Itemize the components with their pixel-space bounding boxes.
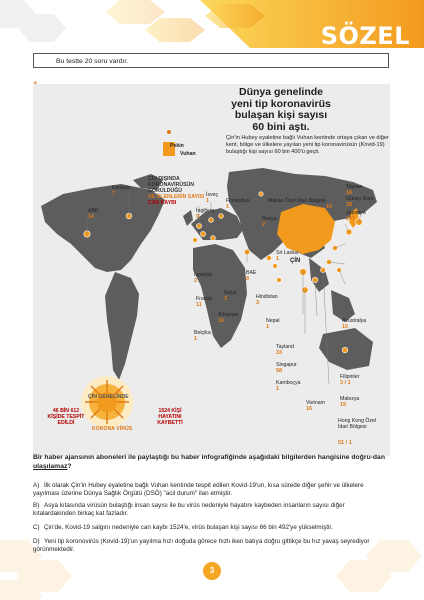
country-label-ingiltere: İngiltere [196, 208, 215, 214]
country-label-vietnam: Vietnam [306, 400, 325, 406]
country-label-italya: İtalya [224, 290, 237, 296]
country-label-fransa: Fransa [196, 296, 213, 302]
country-value-tayvan: 18 [346, 190, 353, 196]
badge-top-text: ÇİN GENELİNDE [88, 394, 129, 400]
question-stem: Bir haber ajansının aboneleri ile paylaştığı bu haber infografiğinde aşağıdaki bilgilerden hangisine doğru-dan ulaşılamaz? [33, 454, 385, 470]
country-value-singapur: 58 [276, 368, 283, 374]
city-label-pekin: Pekin [170, 143, 184, 149]
country-value-filipinler: 3 / 1 [340, 380, 351, 386]
section-title: SÖZEL [320, 22, 410, 50]
stat-cases: 46 BİN 612 KİŞİDE TESPİT EDİLDİ [47, 408, 85, 426]
country-label-isvec: İsveç [206, 192, 219, 198]
country-label-japonya: Japonya [346, 210, 366, 216]
country-label-makao: Makao Özel İdari Bölgesi [268, 198, 326, 204]
country-label-avustralya: Avustralya [342, 318, 367, 324]
country-label-nepal: Nepal [266, 318, 280, 324]
country-label-tayvan: Tayvan [346, 184, 363, 190]
country-value-nepal: 1 [266, 324, 270, 330]
country-label-filipinler: Filipinler [340, 374, 360, 380]
country-label-bae: BAE [246, 270, 257, 276]
country-label-ispanya: İspanya [194, 272, 213, 278]
option-a[interactable]: A) İlk olarak Çin'in Hubey eyaletine bağlı Vuhan kentinde tespit edilen Kovid-19'un, kısa sürede diğer şehir ve ülkelere yayılması üzerine Dünya Sağlık Örgütü (DSÖ) "acil durum" ilan etmiştir. [33, 482, 364, 498]
country-value-hong-kong: 51 / 1 [338, 440, 352, 446]
country-label-tayland: Tayland [276, 344, 294, 350]
option-d[interactable]: D) Yeni tip koronovirüs (Kovid-19)'un yayılma hızı doğuda görece hızlı iken batıya doğru gittikçe bu hız yavaş seyrediyor görünmektedir. [33, 538, 370, 554]
country-value-almanya: 16 [218, 318, 225, 324]
country-value-isvec: 1 [206, 198, 210, 204]
country-value-kanada: 7 [112, 191, 116, 197]
country-label-singapur: Singapur [276, 362, 297, 368]
country-value-guney-kore: 28 [346, 202, 353, 208]
country-value-finlandiya: 1 [226, 204, 230, 210]
page-number: 3 [203, 562, 221, 580]
infographic-lead-text: Çin'in Hubey eyaletine bağlı Vuhan kentinde ortaya çıkan ve diğer kent, bölge ve ülkelere yayılan yeni tip koronavirüsün (Kovid-19) bulaştığı kişi sayısı 60 bin 400'ü geçti. [226, 135, 389, 156]
country-value-abd: 14 [88, 214, 95, 220]
infographic-headline: Dünya genelinde yeni tip koronavirüs bulaşan kişi sayısı 60 bini aştı. [231, 86, 331, 133]
option-b[interactable]: B) Asya kıtasında virüsün bulaştığı insan sayısı ile bu virüs nedeniyle hayatını kaybeden insanların sayısı diğer kıtalardakinden birkaç kat fazladır. [33, 502, 345, 518]
country-value-sri-lanka: 1 [276, 256, 280, 262]
country-label-belcika: Belçika [194, 330, 211, 336]
map-legend: ÇİN DIŞINDA KORONAVİRÜSÜN GÖRÜLDÜĞÜ VE ÖLENLERİN SAYISI CAN KAYBI [148, 176, 205, 206]
country-label-kambocya: Kamboçya [276, 380, 301, 386]
country-value-rusya: 2 [262, 222, 266, 228]
country-label-guney-kore: Güney Kore [346, 196, 374, 202]
country-label-abd: ABD [88, 208, 99, 214]
country-value-hindistan: 3 [256, 300, 260, 306]
country-label-rusya: Rusya [262, 216, 277, 222]
country-label-malezya: Malezya [340, 396, 360, 402]
test-intro-box: Bu testte 20 soru vardır. [33, 53, 389, 68]
country-value-italya: 3 [224, 296, 228, 302]
badge-bottom-text: KORONA VİRÜS [92, 426, 133, 432]
country-label-hindistan: Hindistan [256, 294, 278, 300]
stat-deaths: 1524 KİŞİ HAYATINI KAYBETTİ [157, 408, 183, 426]
country-value-japonya: 247 [346, 216, 356, 222]
country-value-belcika: 1 [194, 336, 198, 342]
country-value-kambocya: 1 [276, 386, 280, 392]
country-value-malezya: 19 [340, 402, 347, 408]
country-value-makao: 10 [326, 204, 333, 210]
country-label-hong-kong: Hong Kong Özel İdari Bölgesi [338, 418, 377, 430]
country-value-avustralya: 15 [342, 324, 349, 330]
country-label-sri-lanka: Sri Lanka [276, 250, 298, 256]
country-value-tayland: 33 [276, 350, 283, 356]
city-label-vuhan: Vuhan [180, 151, 196, 157]
country-value-vietnam: 16 [306, 406, 313, 412]
country-value-bae: 8 [246, 276, 250, 282]
country-label-finlandiya: Finlandiya [226, 198, 250, 204]
country-label-almanya: Almanya [218, 312, 239, 318]
china-label: ÇİN [290, 258, 301, 264]
country-value-ingiltere: 9 [196, 214, 200, 220]
country-label-kanada: Kanada [112, 185, 130, 191]
country-value-fransa: 11 [196, 302, 202, 308]
country-value-ispanya: 2 [194, 278, 198, 284]
option-c[interactable]: C) Çin'de, Kovid-19 salgını nedeniyle can kaybı 1524'e, virüs bulaşan kişi sayısı 66 bin 492'ye yükselmiştir. [33, 524, 333, 531]
